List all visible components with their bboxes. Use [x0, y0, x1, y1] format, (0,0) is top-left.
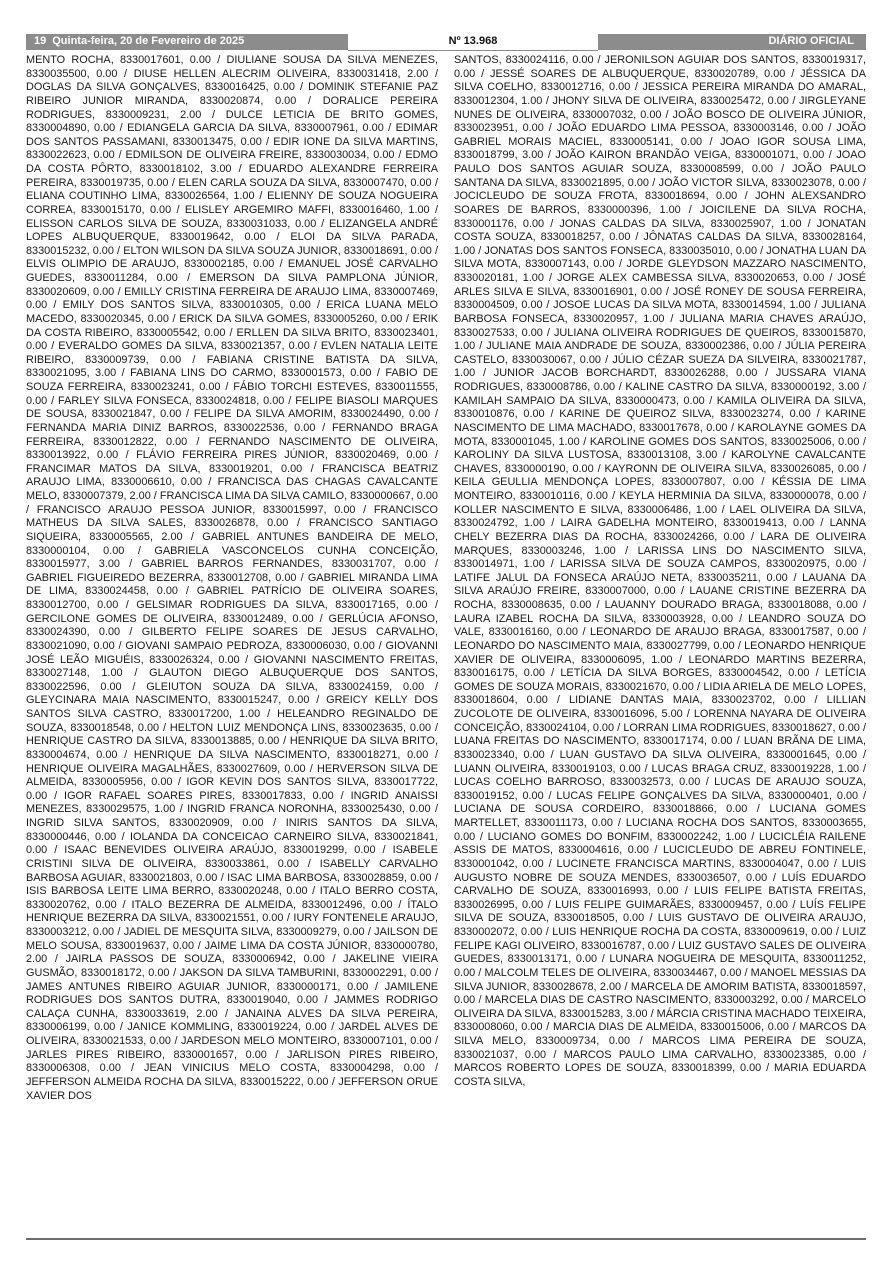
publication-date: Quinta-feira, 20 de Fevereiro de 2025 — [52, 35, 245, 47]
text-column-left — [26, 54, 438, 1103]
column-text: MENTO ROCHA, 8330017601, 0.00 / DIULIANE SOUSA DA SILVA MENEZES, 8330035500, 0.00 / DIUSE HELLEN ALECRIM OLIVEIRA, 8330031418, 2.00 / DOGLAS DA SILVA GONÇALVES, 8330016425, 0.00 / DOMINIK STEFANIE PAZ RIBEIRO JUNIOR MIRANDA, 8330020874, 0.00 / DORALICE PEREIRA RODRIGUES, 8330009231, 2.00 / DULCE LETICIA DE BRITO GOMES, 8330004890, 0.00 / EDIANGELA GARCIA DA SILVA, 8330007961, 0.00 / EDIMAR DOS SANTOS PASSAMANI, 8330013475, 0.00 / EDIR IONE DA SILVA MARTINS, 8330022623, 0.00 / EDMILSON DE OLIVEIRA FREIRE, 8330030034, 0.00 / EDMO DA COSTA PÔRTO, 8330018102, 3.00 / EDUARDO ALEXANDRE FERREIRA PEREIRA, 8330019735, 0.00 / ELEN CARLA SOUZA DA SILVA, 8330007470, 0.00 / ELIANA COUTINHO LIMA, 8330026564, 1.00 / ELIENNY DE SOUZA NOGUEIRA CORREA, 8330015170, 0.00 / ELISLEY ARGEMIRO MAFFI, 8330016460, 1.00 / ELISSON CARLOS SILVA DE SOUZA, 8330031033, 0.00 / ELIZANGELA ANDRÉ LOPES ALBUQUERQUE, 8330019642, 0.00 / ELOI DA SILVA PARADA, 8330015232, 0.00 / ELTON WILSON DA SILVA SOUZA JUNIOR, 8330018691, 0.00 / ELVIS OLIMPIO DE ARAUJO, 8330002185, 0.00 / EMANUEL JOSÉ CARVALHO GUEDES, 8330011284, 0.00 / EMERSON DA SILVA PAMPLONA JÚNIOR, 8330020609, 0.00 / EMILLY CRISTINA FERREIRA DE ARAUJO LIMA, 8330007469, 0.00 / EMILY DOS SANTOS SILVA, 8330010305, 0.00 / ERICA LUANA MELO MACEDO, 8330020345, 0.00 / ERICK DA SILVA GOMES, 8330005260, 0.00 / ERIK DA COSTA RIBEIRO, 8330005542, 0.00 / ERLLEN DA SILVA BRITO, 8330023401, 0.00 / EVERALDO GOMES DA SILVA, 8330021357, 0.00 / EVLEN NATALIA LEITE RIBEIRO, 8330009739, 0.00 / FABIANA CRISTINE BATISTA DA SILVA, 8330021095, 3.00 / FABIANA LINS DO CARMO, 8330001573, 0.00 / FABIO DE SOUZA FERREIRA, 8330023241, 0.00 / FÁBIO TORCHI ESTEVES, 8330011555, 0.00 / FARLEY SILVA FONSECA, 8330024818, 0.00 / FELIPE BIASOLI MARQUES DE SOUSA, 8330021847, 0.00 / FELIPE DA SILVA AMORIM, 8330024490, 0.00 / FERNANDA MARIA DINIZ BARROS, 8330022536, 0.00 / FERNANDO BRAGA FERREIRA, 8330012822, 0.00 / FERNANDO NASCIMENTO DE OLIVEIRA, 8330013922, 0.00 / FLÁVIO FERREIRA PIRES JÚNIOR, 8330020469, 0.00 / FRANCIMAR MATOS DA SILVA, 8330019201, 0.00 / FRANCISCA BEATRIZ ARAUJO LIMA, 8330006610, 0.00 / FRANCISCA DAS CHAGAS CAVALCANTE MELO, 8330007379, 2.00 / FRANCISCA LIMA DA SILVA CAMILO, 8330000667, 0.00 / FRANCISCO ARAUJO PESSOA JUNIOR, 8330015997, 0.00 / FRANCISCO MATHEUS DA SILVA SALES, 8330026878, 0.00 / FRANCISCO SANTIAGO SIQUEIRA, 8330005565, 2.00 / GABRIEL ANTUNES BANDEIRA DE MELO, 8330000104, 0.00 / GABRIELA VASCONCELOS CUNHA CONCEIÇÃO, 8330015977, 3.00 / GABRIEL BARROS FERNANDES, 8330031707, 0.00 / GABRIEL FIGUEIREDO BEZERRA, 8330012708, 0.00 / GABRIEL MIRANDA LIMA DE LIMA, 8330024458, 0.00 / GABRIEL PATRÍCIO DE OLIVEIRA SOARES, 8330012700, 0.00 / GELSIMAR RODRIGUES DA SILVA, 8330017165, 0.00 / GERCILONE GOMES DE OLIVEIRA, 8330012489, 0.00 / GERLÚCIA AFONSO, 8330024390, 0.00 / GILBERTO FELIPE SOARES DE JESUS CARVALHO, 8330021090, 0.00 / GIOVANI SAMPAIO PEDROZA, 8330006030, 0.00 / GIOVANNI JOSÉ LEÃO MIGUÉIS, 8330026324, 0.00 / GIOVANNI NASCIMENTO FREITAS, 8330027148, 1.00 / GLAUTON DIEGO ALBUQUERQUE DOS SANTOS, 8330022596, 0.00 / GLEIUTON SOUZA DA SILVA, 8330024159, 0.00 / GLEYCINARA MAIA NASCIMENTO, 8330015247, 0.00 / GREICY KELLY DOS SANTOS SILVA CASTRO, 8330017200, 1.00 / HELEANDRO REGINALDO DE SOUZA, 8330018548, 0.00 / HELTON LUIZ MENDONÇA LINS, 8330023635, 0.00 / HENRIQUE CASTRO DA SILVA, 8330013885, 0.00 / HENRIQUE DA SILVA BRITO, 8330004674, 0.00 / HENRIQUE DA SILVA NASCIMENTO, 8330018271, 0.00 / HENRIQUE OLIVEIRA MAGALHÃES, 8330027609, 0.00 / HERVERSON SILVA DE ALMEIDA, 8330005956, 0.00 / IGOR KEVIN DOS SANTOS SILVA, 8330017722, 0.00 / IGOR RAFAEL SOARES PIRES, 8330017833, 0.00 / INGRID ANAISSI MENEZES, 8330029575, 1.00 / INGRID FRANCA NORONHA, 8330025430, 0.00 / INGRID SILVA SANTOS, 8330020909, 0.00 / INIRIS SANTOS DA SILVA, 8330000446, 0.00 / IOLANDA DA CONCEICAO CARNEIRO SILVA, 8330021841, 0.00 / ISAAC BENEVIDES OLIVEIRA ARAÚJO, 8330019299, 0.00 / ISABELE CRISTINI SILVA DE OLIVEIRA, 8330033861, 0.00 / ISABELLY CARVALHO BARBOSA AGUIAR, 8330021803, 0.00 / ISAC LIMA BARBOSA, 8330028859, 0.00 / ISIS BARBOSA LEITE LIMA BERRO, 8330020248, 0.00 / ITALO BERRO COSTA, 8330020762, 0.00 / ITALO BEZERRA DE ALMEIDA, 8330012496, 0.00 / ÍTALO HENRIQUE BEZERRA DA SILVA, 8330021551, 0.00 / IURY FONTENELE ARAUJO, 8330003212, 0.00 / JADIEL DE MESQUITA SILVA, 8330009279, 0.00 / JAILSON DE MELO SOUSA, 8330019637, 0.00 / JAIME LIMA DA COSTA JÚNIOR, 8330000780, 2.00 / JAIRLA PASSOS DE SOUZA, 8330006942, 0.00 / JAKELINE VIEIRA GUSMÃO, 8330018172, 0.00 / JAKSON DA SILVA TAMBURINI, 8330002291, 0.00 / JAMES ANTUNES RIBEIRO AGUIAR JUNIOR, 8330000171, 0.00 / JAMILENE RODRIGUES DOS SANTOS DUTRA, 8330019040, 0.00 / JAMMES RODRIGO CALAÇA CUNHA, 8330033619, 2.00 / JANAINA ALVES DA SILVA PEREIRA, 8330006199, 0.00 / JANICE KOMMLING, 8330019224, 0.00 / JARDEL ALVES DE OLIVEIRA, 8330021533, 0.00 / JARDESON MELO MONTEIRO, 8330007101, 0.00 / JARLES PIRES RIBEIRO, 8330001657, 0.00 / JARLISON PIRES RIBEIRO, 8330006308, 0.00 / JEAN VINICIUS MELO COSTA, 8330004298, 0.00 / JEFFERSON ALMEIDA ROCHA DA SILVA, 8330015222, 0.00 / JEFFERSON ORUE XAVIER DOS — [26, 54, 438, 1102]
publication-title: DIÁRIO OFICIAL — [768, 35, 854, 47]
issue-number: Nº 13.968 — [448, 35, 498, 47]
page-header — [26, 34, 866, 50]
header-left — [34, 35, 244, 47]
footer-divider — [26, 1238, 866, 1240]
text-column-right — [454, 54, 866, 1090]
page-number: 19 — [34, 35, 47, 47]
column-text: SANTOS, 8330024116, 0.00 / JERONILSON AGUIAR DOS SANTOS, 8330019317, 0.00 / JESSÉ SOARES DE ALBUQUERQUE, 8330020789, 0.00 / JÉSSICA DA SILVA COELHO, 8330012716, 0.00 / JESSICA PEREIRA MIRANDA DO AMARAL, 8330012304, 1.00 / JHONY SILVA DE OLIVEIRA, 8330025472, 0.00 / JIRGLEYANE NUNES DE OLIVEIRA, 8330007032, 0.00 / JOÃO BOSCO DE OLIVEIRA JÚNIOR, 8330023951, 0.00 / JOÃO EDUARDO LIMA PESSOA, 8330003146, 0.00 / JOÃO GABRIEL MORAIS MACIEL, 8330005141, 0.00 / JOAO IGOR SOUSA LIMA, 8330018799, 3.00 / JOÃO KAIRON BRANDÃO VEIGA, 8330001071, 0.00 / JOAO PAULO DOS SANTOS AGUIAR SOUZA, 8330008599, 0.00 / JOÃO PAULO SANTANA DA SILVA, 8330021895, 0.00 / JOÃO VICTOR SILVA, 8330023078, 0.00 / JOCICLEUDO DE SOUZA FROTA, 8330018694, 0.00 / JOHN ALEXSANDRO SOARES DE BARROS, 8330000396, 1.00 / JOICILENE DA SILVA ROCHA, 8330001176, 0.00 / JONAS CALDAS DA SILVA, 8330025907, 1.00 / JONATAN COSTA SOUZA, 8330018257, 0.00 / JÔNATAS CALDAS DA SILVA, 8330028164, 1.00 / JONATAS DOS SANTOS FONSECA, 8330035010, 0.00 / JONATHA LUAN DA SILVA MOTA, 8330007143, 0.00 / JORDE GLEYDSON MAZZARO NASCIMENTO, 8330020181, 1.00 / JORGE ALEX CAMBESSA SILVA, 8330020653, 0.00 / JOSÉ ARLES SILVA E SILVA, 8330016901, 0.00 / JOSÉ RONEY DE SOUSA FERREIRA, 8330004509, 0.00 / JOSOE LUCAS DA SILVA MOTA, 8330014594, 1.00 / JULIANA BARBOSA FONSECA, 8330020957, 1.00 / JULIANA MARIA CHAVES ARAÚJO, 8330027533, 0.00 / JULIANA OLIVEIRA RODRIGUES DE QUEIROS, 8330015870, 1.00 / JULIANE MAIA ANDRADE DE SOUZA, 8330002386, 0.00 / JÚLIA PEREIRA CASTELO, 8330030067, 0.00 / JÚLIO CÉZAR SUEZA DA SILVEIRA, 8330021787, 1.00 / JUNIOR JACOB BORCHARDT, 8330026288, 0.00 / JUSSARA VIANA RODRIGUES, 8330008786, 0.00 / KALINE CASTRO DA SILVA, 8330000192, 3.00 / KAMILAH SAMPAIO DA SILVA, 8330000473, 0.00 / KAMILA OLIVEIRA DA SILVA, 8330010876, 0.00 / KARINE DE QUEIROZ SILVA, 8330023274, 0.00 / KARINE NASCIMENTO DE LIMA MACHADO, 8330017678, 0.00 / KAROLAYNE GOMES DA MOTA, 8330001045, 1.00 / KAROLINE GOMES DOS SANTOS, 8330025006, 0.00 / KAROLINY DA SILVA LUSTOSA, 8330013108, 3.00 / KAROLYNE CAVALCANTE CHAVES, 8330000190, 0.00 / KAYRONN DE OLIVEIRA SILVA, 8330026085, 0.00 / KEILA GEULLIA MENDONÇA LOPES, 8330007807, 0.00 / KÉSSIA DE LIMA MONTEIRO, 8330010116, 0.00 / KEYLA HERMINIA DA SILVA, 8330000078, 0.00 / KOLLER NASCIMENTO E SILVA, 8330006486, 1.00 / LAEL OLIVEIRA DA SILVA, 8330024792, 1.00 / LAIRA GADELHA MONTEIRO, 8330019413, 0.00 / LANNA CHELY BEZERRA DIAS DA ROCHA, 8330024266, 0.00 / LARA DE OLIVEIRA MARQUES, 8330003246, 1.00 / LARISSA LINS DO NASCIMENTO SILVA, 8330014971, 1.00 / LARISSA SILVA DE SOUZA CAMPOS, 8330020975, 0.00 / LATIFE JALUL DA FONSECA ARAÚJO NETA, 8330035211, 0.00 / LAUANA DA SILVA ARAÚJO FREIRE, 8330007000, 0.00 / LAUANE CRISTINE BEZERRA DA ROCHA, 8330008635, 0.00 / LAUANNY DOURADO BRAGA, 8330018088, 0.00 / LAURA IZABEL ROCHA DA SILVA, 8330003928, 0.00 / LEANDRO SOUZA DO VALE, 8330016160, 0.00 / LEONARDO DE ARAUJO BRAGA, 8330017587, 0.00 / LEONARDO DO NASCIMENTO MAIA, 8330027799, 0.00 / LEONARDO HENRIQUE XAVIER DE OLIVEIRA, 8330006095, 1.00 / LEONARDO MARTINS BEZERRA, 8330016175, 0.00 / LETÍCIA DA SILVA BORGES, 8330004542, 0.00 / LETÍCIA GOMES DE SOUZA MORAIS, 8330021670, 0.00 / LIDIA ARIELA DE MELO LOPES, 8330018604, 0.00 / LIDIANE DANTAS MAIA, 8330023702, 0.00 / LILLIAN ZUCOLOTE DE OLIVEIRA, 8330016096, 5.00 / LORENNA NAYARA DE OLIVEIRA CONCEIÇÃO, 8330024104, 0.00 / LORRAN LIMA RODRIGUES, 8330018627, 0.00 / LUANA FREITAS DO NASCIMENTO, 8330017174, 0.00 / LUAN BRÃNA DE LIMA, 8330023340, 0.00 / LUAN GUSTAVO DA SILVA OLIVEIRA, 8330001645, 0.00 / LUANN OLIVEIRA, 8330019103, 0.00 / LUCAS BRAGA CRUZ, 8330019228, 1.00 / LUCAS COELHO BARROSO, 8330032573, 0.00 / LUCAS DE ARAUJO SOUZA, 8330019152, 0.00 / LUCAS FELIPE GONÇALVES DA SILVA, 8330000401, 0.00 / LUCIANA DE SOUSA CORDEIRO, 8330018866, 0.00 / LUCIANA GOMES MARTELLET, 8330011173, 0.00 / LUCIANA ROCHA DOS SANTOS, 8330003655, 0.00 / LUCIANO GOMES DO BONFIM, 8330002242, 1.00 / LUCICLÉIA RAILENE ASSIS DE MATOS, 8330004616, 0.00 / LUCICLEUDO DE ABREU FONTINELE, 8330001042, 0.00 / LUCINETE FRANCISCA MARTINS, 8330004047, 0.00 / LUIS AUGUSTO NOBRE DE SOUZA MENDES, 8330036507, 0.00 / LUÍS EDUARDO CARVALHO DE SOUZA, 8330016993, 0.00 / LUIS FELIPE BATISTA FREITAS, 8330026995, 0.00 / LUIS FELIPE GUIMARÃES, 8330009457, 0.00 / LUÍS FELIPE SILVA DE SOUZA, 8330018505, 0.00 / LUIS GUSTAVO DE OLIVEIRA ARAUJO, 8330002072, 0.00 / LUIS HENRIQUE ROCHA DA COSTA, 8330009619, 0.00 / LUIZ FELIPE KAGI OLIVEIRO, 8330016787, 0.00 / LUIZ GUSTAVO SALES DE OLIVEIRA GUEDES, 8330013171, 0.00 / LUNARA NOGUEIRA DE MESQUITA, 8330011252, 0.00 / MALCOLM TELES DE OLIVEIRA, 8330034467, 0.00 / MANOEL MESSIAS DA SILVA JUNIOR, 8330028678, 2.00 / MARCELA DE AMORIM BATISTA, 8330018597, 0.00 / MARCELA DIAS DE CASTRO NASCIMENTO, 8330003292, 0.00 / MARCELO OLIVEIRA DA SILVA, 8330015283, 3.00 / MÁRCIA CRISTINA MACHADO TEIXEIRA, 8330008060, 0.00 / MARCIA DIAS DE ALMEIDA, 8330015006, 0.00 / MARCOS DA SILVA MELO, 8330009734, 0.00 / MARCOS LIMA PEREIRA DE SOUZA, 8330021037, 0.00 / MARCOS PAULO LIMA CARVALHO, 8330023385, 0.00 / MARCOS ROBERTO LOPES DE SOUZA, 8330018399, 0.00 / MARIA EDUARDA COSTA SILVA, — [454, 54, 866, 1088]
